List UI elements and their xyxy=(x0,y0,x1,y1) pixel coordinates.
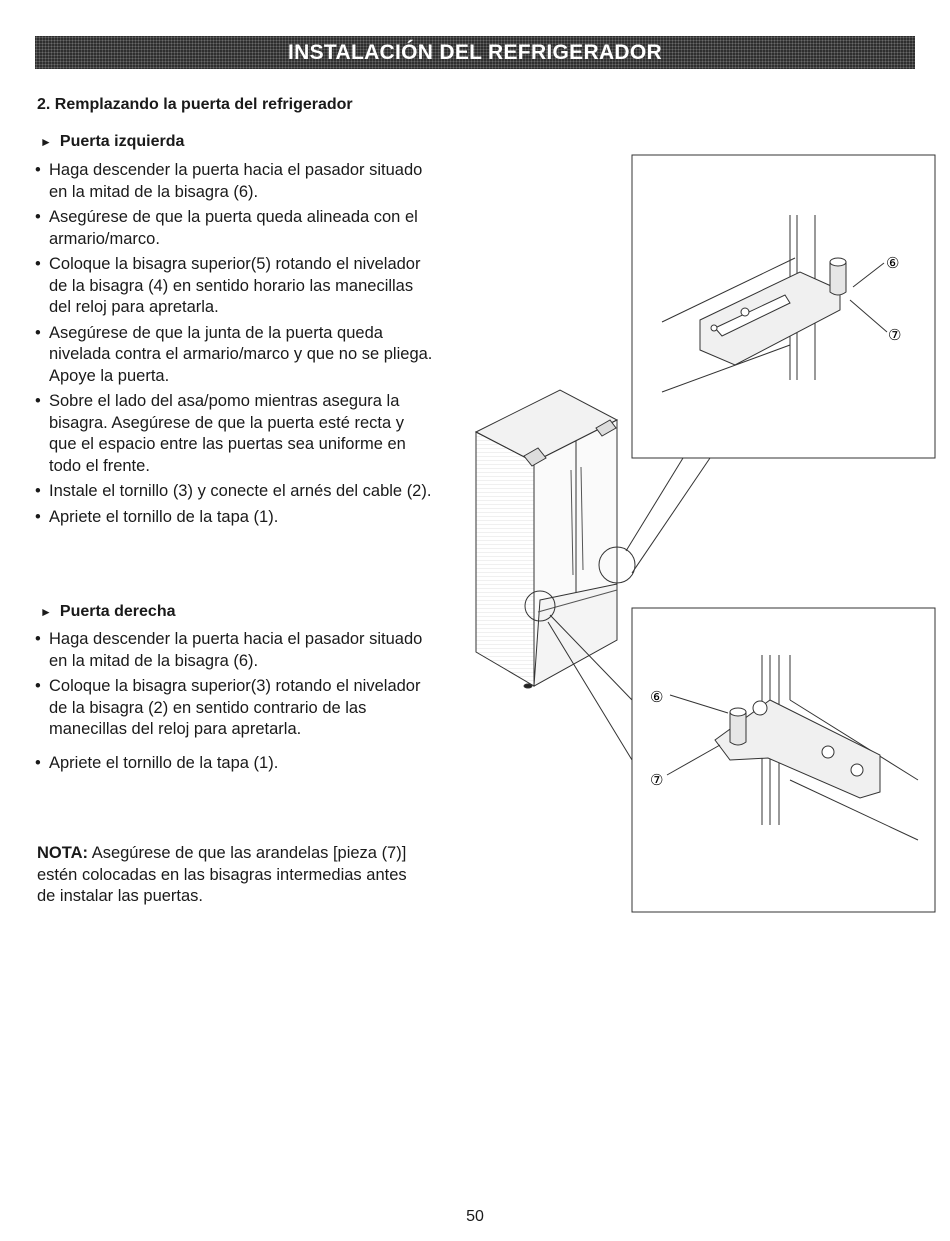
page-title: INSTALACIÓN DEL REFRIGERADOR xyxy=(288,40,662,64)
pin-callout: ⑥ xyxy=(650,690,664,706)
list-item: • Instale el tornillo (3) y conecte el arnés del cable (2). xyxy=(35,482,432,500)
list-item: • Apriete el tornillo de la tapa (1). xyxy=(35,507,279,526)
list-item: • Coloque la bisagra superior(3) rotando el nivelador de la bisagra (2) en sentido contrario de las manecillas del reloj para apretarla. xyxy=(35,677,421,738)
note-label: NOTA: xyxy=(37,844,89,862)
left-door-heading-text: Puerta izquierda xyxy=(59,133,185,150)
list-item: • Asegúrese de que la junta de la puerta queda nivelada contra el armario/marco y que no se pliega. Apoye la puerta. xyxy=(35,323,433,385)
lower-hinge-detail xyxy=(632,608,935,912)
page-number: 50 xyxy=(466,1208,484,1225)
list-item: • Asegúrese de que la puerta queda alineada con el armario/marco. xyxy=(35,208,418,248)
refrigerator-drawing xyxy=(476,390,635,688)
right-door-heading-text: Puerta derecha xyxy=(59,603,176,620)
list-item: • Haga descender la puerta hacia el pasador situado en la mitad de la bisagra (6). xyxy=(35,630,423,670)
pin-callout: ⑥ xyxy=(886,256,900,272)
list-item: • Haga descender la puerta hacia el pasador situado en la mitad de la bisagra (6). xyxy=(35,161,423,201)
upper-hinge-detail xyxy=(632,155,935,458)
washer-callout: ⑦ xyxy=(888,328,902,344)
list-item: • Coloque la bisagra superior(5) rotando el nivelador de la bisagra (4) en sentido horario las manecillas del reloj para apretarla. xyxy=(35,255,421,316)
list-item: • Apriete el tornillo de la tapa (1). xyxy=(35,753,279,772)
list-item: • Sobre el lado del asa/pomo mientras asegura la bisagra. Asegúrese de que la puerta esté recta y que el espacio entre las puertas sea uniforme en todo el frente. xyxy=(35,392,406,475)
washer-callout: ⑦ xyxy=(650,773,664,789)
section-heading: 2. Remplazando la puerta del refrigerador xyxy=(37,96,353,113)
triangle-arrow-icon: ► xyxy=(40,135,52,149)
note-text: Asegúrese de que las arandelas [pieza (7)] estén colocadas en las bisagras intermedias antes de instalar las puertas. xyxy=(37,844,407,905)
triangle-arrow-icon: ► xyxy=(40,605,52,619)
